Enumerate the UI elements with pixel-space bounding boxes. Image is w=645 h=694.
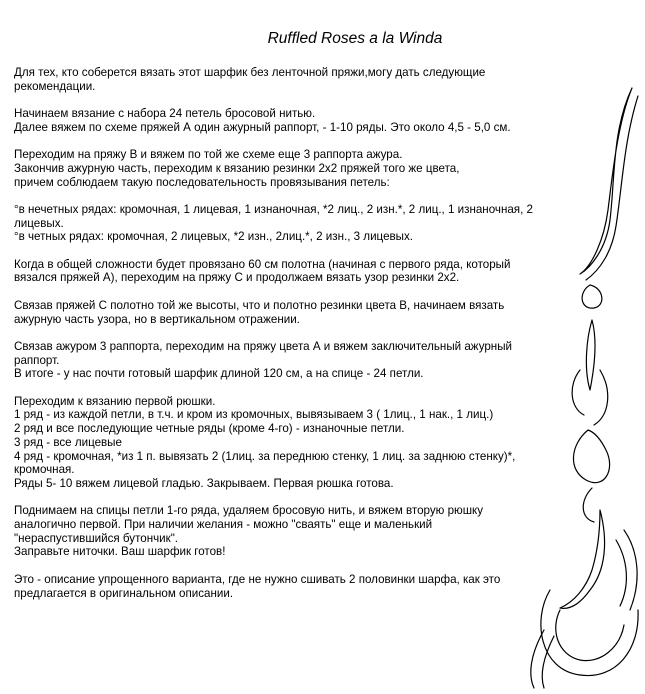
text-line: рекомендации. xyxy=(14,79,96,93)
text-line: В итоге - у нас почти готовый шарфик длиной 120 см, а на спице - 24 петли. xyxy=(14,367,424,381)
paragraph xyxy=(14,258,619,285)
text-line: 1 ряд - из каждой петли, в т.ч. и кром из кромочных, вывязываем 3 ( 1лиц., 1 нак., 1 лиц.) xyxy=(14,408,494,422)
paragraph xyxy=(14,395,619,491)
text-line: 2 ряд и все последующие четные ряды (кроме 4-го) - изнаночные петли. xyxy=(14,422,405,436)
paragraph xyxy=(14,107,619,134)
paragraph xyxy=(14,203,619,244)
text-line: предлагается в оригинальном описании. xyxy=(14,586,234,600)
text-line: 4 ряд - кромочная, *из 1 п. вывязать 2 (1лиц. за переднюю стенку, 1 лиц. за заднюю стенку)*, xyxy=(14,449,516,463)
paragraph xyxy=(14,573,619,600)
text-line: Ряды 5- 10 вяжем лицевой гладью. Закрываем. Первая рюшка готова. xyxy=(14,476,394,490)
text-line: вязался пряжей А), переходим на пряжу С и продолжаем вязать узор резинки 2х2. xyxy=(14,271,460,285)
paragraph xyxy=(14,66,619,93)
text-line: Связав ажуром 3 раппорта, переходим на пряжу цвета А и вяжем заключительный ажурный xyxy=(14,339,513,353)
text-line: Переходим на пряжу В и вяжем по той же схеме еще 3 раппорта ажура. xyxy=(14,148,403,162)
text-line: Это - описание упрощенного варианта, где не нужно сшивать 2 половинки шарфа, как это xyxy=(14,572,501,586)
text-line: Заправьте ниточки. Ваш шарфик готов! xyxy=(14,545,226,559)
text-line: Переходим к вязанию первой рюшки. xyxy=(14,394,216,408)
text-line: °в четных рядах: кромочная, 2 лицевых, *2 изн., 2лиц.*, 2 изн., 3 лицевых. xyxy=(14,230,414,244)
text-line: причем соблюдаем такую последовательность провязывания петель: xyxy=(14,175,390,189)
paragraph xyxy=(14,299,619,326)
text-line: Для тех, кто соберется вязать этот шарфик без ленточной пряжи,могу дать следующие xyxy=(14,66,486,79)
text-line: °в нечетных рядах: кромочная, 1 лицевая, 1 изнаночная, *2 лиц., 2 изн.*, 2 лиц., 1 изнаночная, 2 xyxy=(14,202,533,216)
text-line: лицевых. xyxy=(14,216,64,230)
text-line: Начинаем вязание с набора 24 петель бросовой нитью. xyxy=(14,107,316,121)
text-line: аналогично первой. При наличии желания - можно "сваять" еще и маленький xyxy=(14,518,433,532)
text-line: Когда в общей сложности будет провязано 60 см полотна (начиная с первого ряда, который xyxy=(14,257,511,271)
text-line: Поднимаем на спицы петли 1-го ряда, удаляем бросовую нить, и вяжем вторую рюшку xyxy=(14,504,484,518)
text-line: Далее вяжем по схеме пряжей А один ажурный раппорт, - 1-10 ряды. Это около 4,5 - 5,0 см. xyxy=(14,120,511,134)
text-line: Закончив ажурную часть, переходим к вязанию резинки 2х2 пряжей того же цвета, xyxy=(14,161,460,175)
text-line: кромочная. xyxy=(14,463,75,477)
text-line: Связав пряжей С полотно той же высоты, что и полотно резинки цвета В, начинаем вязать xyxy=(14,298,505,312)
page-title: Ruffled Roses a la Winda xyxy=(267,30,443,47)
paragraph xyxy=(14,340,619,381)
paragraph xyxy=(14,504,619,559)
text-line: ажурную часть узора, но в вертикальном отражении. xyxy=(14,312,300,326)
text-line: 3 ряд - все лицевые xyxy=(14,435,122,449)
text-line: раппорт. xyxy=(14,353,60,367)
document-body xyxy=(14,66,619,614)
paragraph xyxy=(14,148,619,189)
text-line: "нераспустившийся бутончик". xyxy=(14,531,179,545)
